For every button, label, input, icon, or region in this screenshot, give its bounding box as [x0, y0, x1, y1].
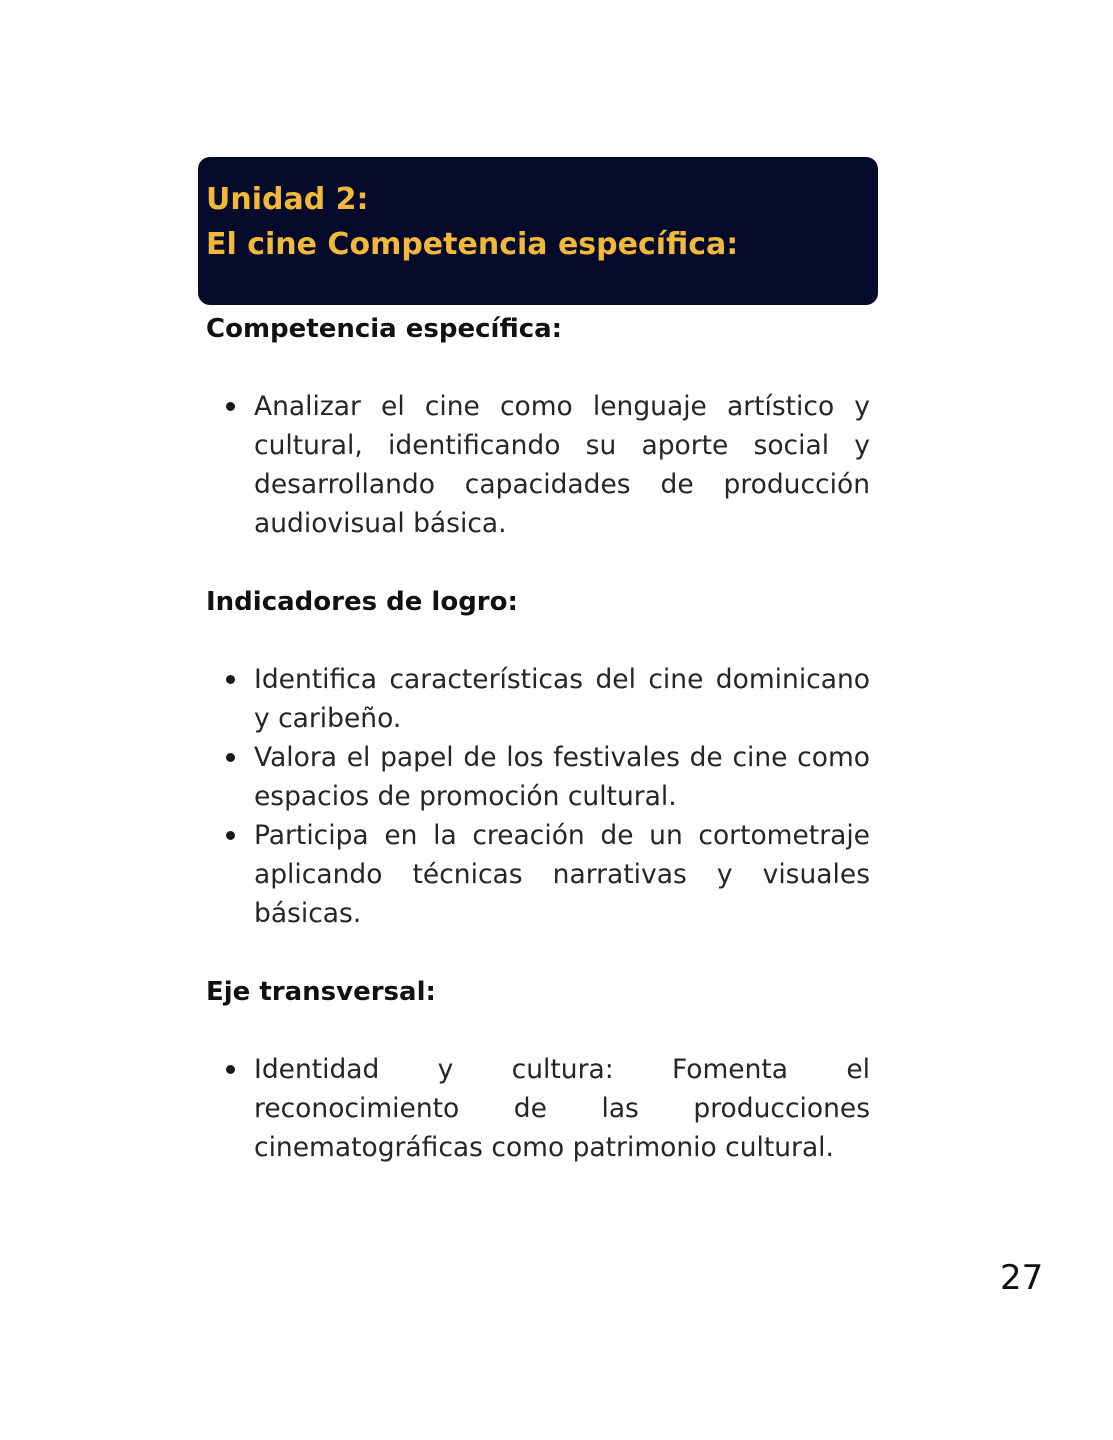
indicadores-list: [206, 660, 870, 933]
bullet-icon: [226, 831, 235, 840]
competencia-list: [206, 387, 870, 543]
page-content: [206, 309, 870, 1167]
unit-title: Unidad 2:: [206, 182, 369, 217]
list-item-text: Participa en la creación de un cortometraje aplicando técnicas narrativas y visuales básicas.: [254, 820, 870, 929]
list-item-text: Identidad y cultura: Fomenta el reconocimiento de las producciones cinematográficas como patrimonio cultural.: [254, 1054, 870, 1163]
list-item: [254, 387, 870, 543]
bullet-icon: [226, 753, 235, 762]
list-item-text: Analizar el cine como lenguaje artístico y cultural, identificando su aporte social y desarrollando capacidades de producción audiovisual básica.: [254, 391, 870, 539]
eje-list: [206, 1050, 870, 1167]
unit-subtitle: El cine Competencia específica:: [206, 227, 739, 262]
unit-title-banner: [198, 157, 878, 305]
page-number: 27: [1000, 1258, 1044, 1298]
competencia-heading: Competencia específica:: [206, 314, 563, 344]
list-item: [254, 738, 870, 816]
list-item: [254, 660, 870, 738]
bullet-icon: [226, 402, 235, 411]
indicadores-heading: Indicadores de logro:: [206, 587, 518, 617]
bullet-icon: [226, 675, 235, 684]
list-item: [254, 816, 870, 933]
bullet-icon: [226, 1065, 235, 1074]
list-item-text: Valora el papel de los festivales de cine como espacios de promoción cultural.: [254, 742, 870, 812]
eje-heading: Eje transversal:: [206, 977, 436, 1007]
list-item-text: Identifica características del cine dominicano y caribeño.: [254, 664, 870, 734]
list-item: [254, 1050, 870, 1167]
